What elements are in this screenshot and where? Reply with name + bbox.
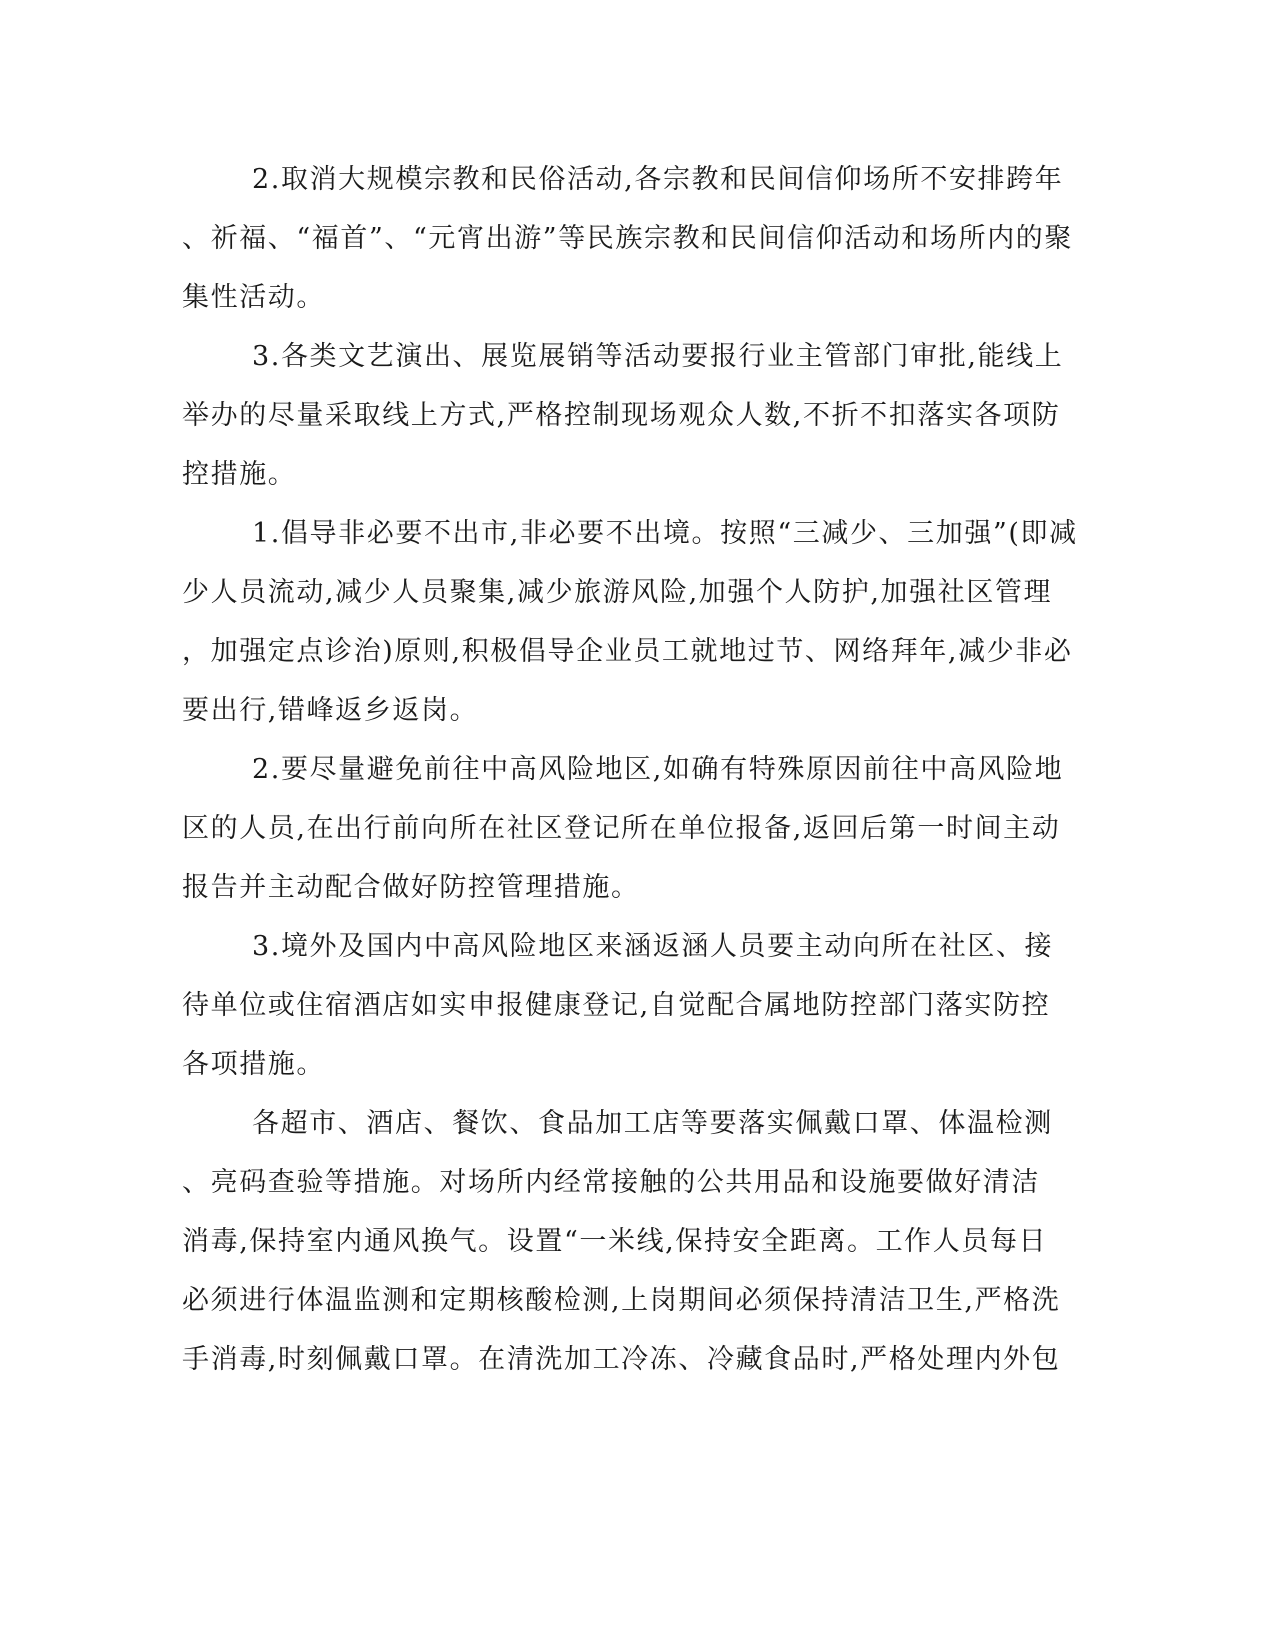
paragraph-returnees — [182, 917, 1054, 1094]
text-line: 控措施。 — [182, 459, 297, 490]
text-line: 必须进行体温监测和定期核酸检测,上岗期间必须保持清洁卫生,严格洗 — [182, 1285, 1061, 1316]
paragraph-businesses — [182, 1094, 1061, 1389]
text-line: 集性活动。 — [182, 282, 325, 313]
text-line: 区的人员,在出行前向所在社区登记所在单位报备,返回后第一时间主动 — [182, 813, 1061, 844]
paragraph-cancel-religious-activities — [182, 150, 1074, 327]
text-line: 3.各类文艺演出、展览展销等活动要报行业主管部门审批,能线上 — [252, 341, 1064, 372]
text-line: ，加强定点诊治)原则,积极倡导企业员工就地过节、网络拜年,减少非必 — [182, 636, 1073, 667]
text-line: 待单位或住宿酒店如实申报健康登记,自觉配合属地防控部门落实防控 — [182, 990, 1051, 1021]
text-line: 少人员流动,减少人员聚集,减少旅游风险,加强个人防护,加强社区管理 — [182, 577, 1053, 608]
text-line: 手消毒,时刻佩戴口罩。在清洗加工冷冻、冷藏食品时,严格处理内外包 — [182, 1344, 1061, 1375]
paragraph-performances-exhibitions — [182, 327, 1064, 504]
text-line: 、亮码查验等措施。对场所内经常接触的公共用品和设施要做好清洁 — [182, 1167, 1040, 1198]
document-body — [182, 150, 1078, 1389]
text-line: 各超市、酒店、餐饮、食品加工店等要落实佩戴口罩、体温检测 — [252, 1108, 1053, 1139]
paragraph-travel-advice — [182, 504, 1078, 740]
text-line: 3.境外及国内中高风险地区来涵返涵人员要主动向所在社区、接 — [252, 931, 1054, 962]
text-line: 消毒,保持室内通风换气。设置“一米线,保持安全距离。工作人员每日 — [182, 1226, 1048, 1257]
paragraph-risk-areas — [182, 740, 1064, 917]
text-line: 报告并主动配合做好防控管理措施。 — [182, 872, 640, 903]
text-line: 各项措施。 — [182, 1049, 325, 1080]
text-line: 要出行,错峰返乡返岗。 — [182, 695, 479, 726]
text-line: 1.倡导非必要不出市,非必要不出境。按照“三减少、三加强”(即减 — [252, 518, 1078, 549]
text-line: 2.要尽量避免前往中高风险地区,如确有特殊原因前往中高风险地 — [252, 754, 1064, 785]
text-line: 举办的尽量采取线上方式,严格控制现场观众人数,不折不扣落实各项防 — [182, 400, 1061, 431]
text-line: 、祈福、“福首”、“元宵出游”等民族宗教和民间信仰活动和场所内的聚 — [182, 223, 1074, 254]
text-line: 2.取消大规模宗教和民俗活动,各宗教和民间信仰场所不安排跨年 — [252, 164, 1064, 195]
